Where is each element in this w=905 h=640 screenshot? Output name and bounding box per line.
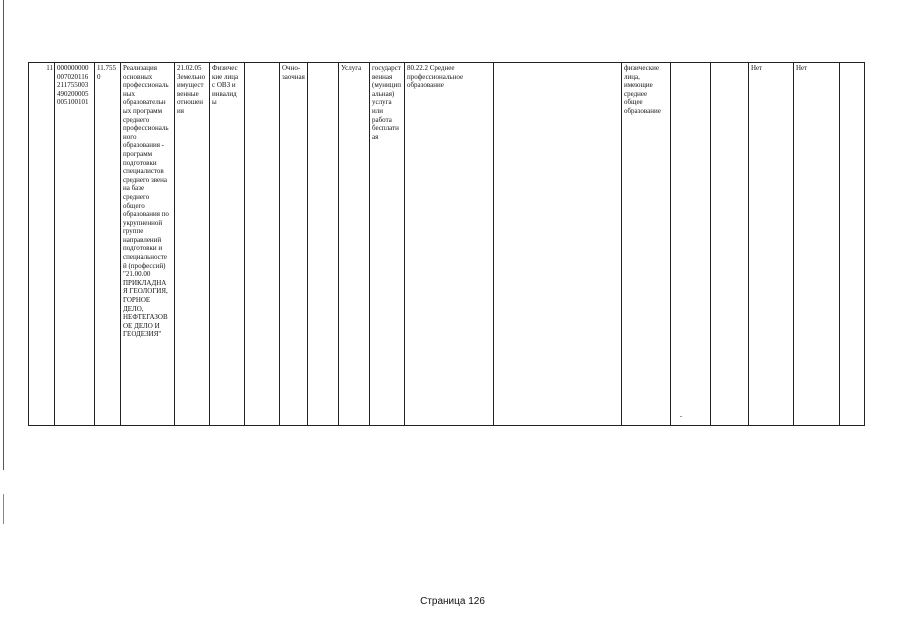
flag-2: Нет <box>794 63 840 426</box>
reg-code: 11.755 0 <box>95 63 121 426</box>
empty-cell <box>711 63 749 426</box>
empty-cell <box>494 63 622 426</box>
consumer-category: физические лица, имеющие среднее общее образование <box>622 63 671 426</box>
empty-cell <box>245 63 280 426</box>
page-number: Страница 126 <box>420 596 485 607</box>
row-number: 11 <box>29 63 55 426</box>
table-row <box>29 63 865 426</box>
education-form: Очно- заочная <box>280 63 308 426</box>
specialty: 21.02.05 Земельно имущест венные отношен ия <box>175 63 210 426</box>
service-provider: государст венная (муницип альная) услуга или работа бесплатн ая <box>370 63 405 426</box>
flag-1: Нет <box>749 63 794 426</box>
scan-speck <box>680 416 682 417</box>
scan-margin-line <box>3 0 4 470</box>
empty-cell <box>671 63 711 426</box>
empty-cell <box>840 63 865 426</box>
service-registry-table <box>28 62 865 426</box>
registry-code: 000000000 007020116 211755003 490200005 005100101 <box>55 63 95 426</box>
service-name: Реализация основных профессиональ ных образовательн ых программ среднего профессиональ ного образования - программ подготовки специалистов среднего звена на базе среднего общего образования по укрупненной группе направлений подготовки и специальносте й (профессий) "21.00.00 ПРИКЛАДНА Я ГЕОЛОГИЯ, ГОРНОЕ ДЕЛО, НЕФТЕГАЗОВ ОЕ ДЕЛО И ГЕОДЕЗИЯ" <box>121 63 175 426</box>
service-type: Услуга <box>339 63 370 426</box>
scan-margin-line-lower <box>3 494 4 524</box>
consumers: Физичес кие лица с ОВЗ и инвалид ы <box>210 63 245 426</box>
okved: 80.22.2 Среднее профессиональное образование <box>405 63 494 426</box>
empty-cell <box>308 63 339 426</box>
